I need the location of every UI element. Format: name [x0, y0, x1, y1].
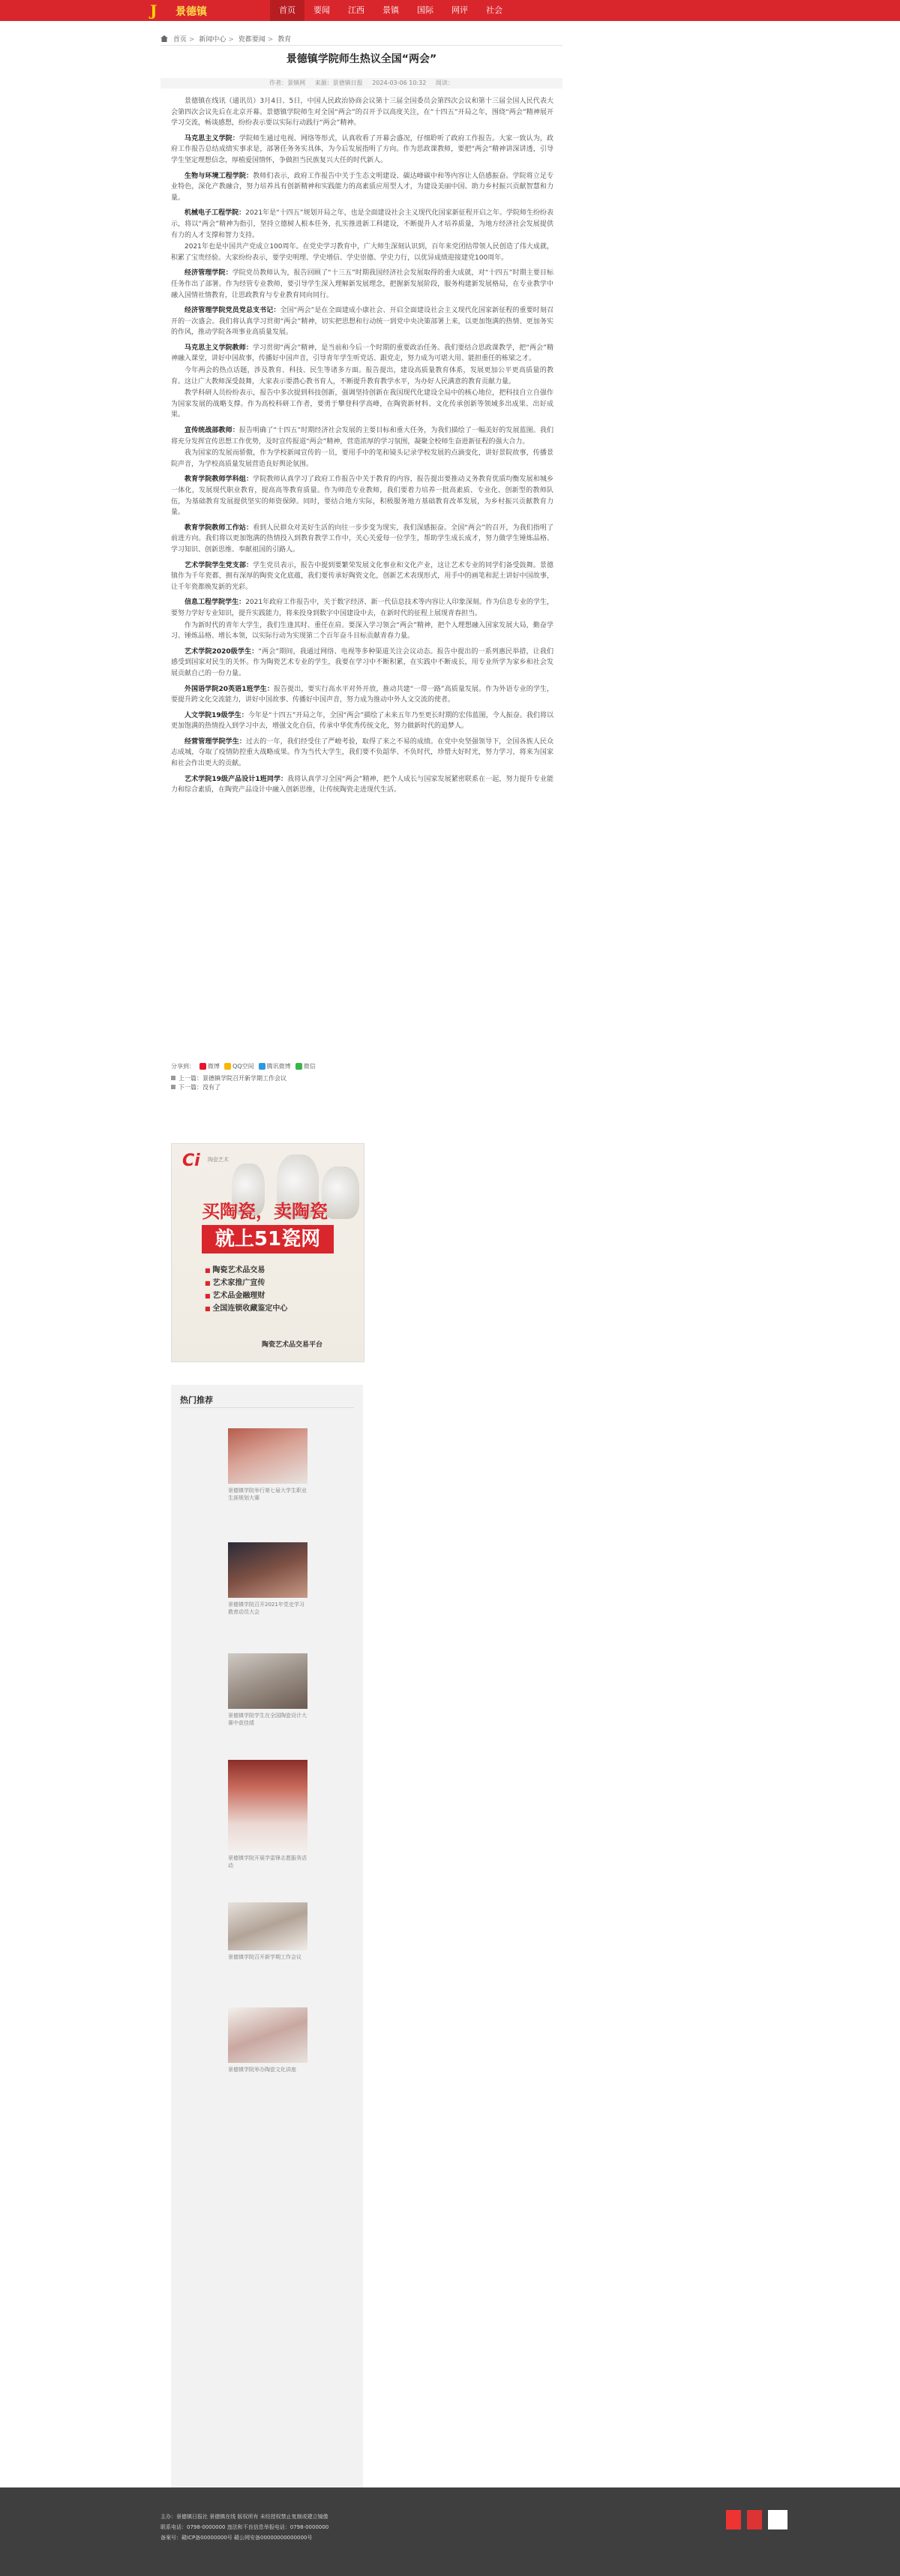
footer-text [160, 2511, 328, 2543]
paragraph-text: 我为国家的发展而骄傲，作为学校新闻宣传的一员，要用手中的笔和镜头记录学校发展的点滴变化，讲好景院故事，传播景院声音，为学校高质量发展营造良好舆论氛围。 [171, 449, 554, 468]
breadcrumb [160, 34, 291, 44]
paragraph-text: 2021年政府工作报告中，关于数字经济、新一代信息技术等内容让人印象深刻。作为信息专业的学生，要努力学好专业知识，提升实践能力，将来投身到数字中国建设中去，在新时代的征程上展现青春担当。 [171, 599, 554, 617]
tencent-weibo-icon[interactable] [259, 1063, 266, 1070]
ad-feature: ■ 艺术家推广宣传 [205, 1277, 287, 1290]
paragraph-text: 2021年也是中国共产党成立100周年。在党史学习教育中，广大师生深刻认识到，百年来党团结带领人民创造了伟大成就，积累了宝贵经验。大家纷纷表示，要学史明理、学史增信、学史崇德、学史力行，以优异成绩迎接建党100周年。 [171, 243, 554, 262]
bullet-icon [171, 1076, 176, 1080]
article-paragraph [171, 474, 554, 518]
hot-caption[interactable]: 景德镇学院举办陶瓷文化讲座 [228, 2067, 296, 2073]
paragraph-text: 过去的一年，我们经受住了严峻考验，取得了来之不易的成绩。在党中央坚强领导下，全国各族人民众志成城，夺取了疫情防控重大战略成果。作为当代大学生，我们要不负韶华、不负时代，珍惜大好时光，努力学习，将来为国家和社会作出更大的贡献。 [171, 737, 554, 768]
paragraph-lead: 经济管理学院： [184, 269, 232, 278]
paragraph-text: 全国“两会”是在全面建成小康社会、开启全面建设社会主义现代化国家新征程的重要时刻召开的一次盛会。我们将认真学习贯彻“两会”精神，切实把思想和行动统一到党中央决策部署上来，以更加饱满的热情、更加务实的作风，推动学院各项事业高质量发展。 [171, 307, 554, 337]
article-paragraph [171, 684, 554, 706]
nav-item[interactable]: 景镇 [382, 5, 399, 15]
hot-thumbnail[interactable] [228, 1428, 308, 1484]
paragraph-text: 今年两会的热点话题，涉及教育、科技、民生等诸多方面。报告提出，建设高质量教育体系，发展更加公平更高质量的教育。这让广大教师深受鼓舞，大家表示要潜心教书育人，不断提升教育教学水平，为办好人民满意的教育贡献力量。 [171, 367, 554, 386]
breadcrumb-item[interactable]: 首页 [172, 36, 187, 44]
hot-title: 热门推荐 [180, 1395, 213, 1405]
hot-thumbnail[interactable] [228, 1760, 308, 1851]
article-paragraph [171, 523, 554, 556]
article-meta [160, 78, 562, 89]
ad-feature: ■ 艺术品金融理财 [205, 1290, 287, 1302]
footer-line: 主办：景德镇日报社 景德镇在线 版权所有 未经授权禁止复制或建立镜像 [160, 2514, 328, 2520]
breadcrumb-item[interactable]: 新闻中心 [199, 36, 226, 44]
nav-item[interactable]: 网评 [452, 5, 468, 15]
main-nav [270, 0, 512, 21]
hot-caption[interactable]: 景德镇学院学生在全国陶瓷设计大赛中获佳绩 [228, 1713, 307, 1726]
bullet-icon [171, 1085, 176, 1089]
qzone-icon[interactable] [224, 1063, 231, 1070]
hot-item[interactable] [228, 1542, 308, 1616]
article-paragraph [171, 268, 554, 301]
paragraph-lead: 艺术学院19级产品设计1班同学： [184, 775, 288, 783]
article-paragraph [171, 365, 554, 387]
paragraph-lead: 信息工程学院学生： [184, 599, 246, 607]
hot-item[interactable] [228, 1428, 308, 1502]
nav-item[interactable]: 江西 [348, 5, 364, 15]
ad-feature-list [205, 1264, 287, 1315]
next-title[interactable]: 没有了 [202, 1084, 220, 1091]
ad-brand-sub: 陶瓷艺术 [208, 1157, 229, 1163]
ad-feature: ■ 陶瓷艺术品交易 [205, 1264, 287, 1277]
prev-article[interactable] [171, 1074, 286, 1083]
badge-icon[interactable] [768, 2510, 788, 2529]
article-paragraph [171, 425, 554, 447]
hot-caption[interactable]: 景德镇学院召开新学期工作会议 [228, 1954, 302, 1960]
paragraph-lead: 教育学院教师工作站： [184, 524, 254, 532]
article-paragraph [171, 560, 554, 593]
ad-feature: ■ 全国连锁收藏鉴定中心 [205, 1302, 287, 1315]
paragraph-lead: 艺术学院学生党支部： [184, 561, 254, 569]
paragraph-lead: 教育学院教师学科组： [184, 476, 254, 484]
article-paragraph [171, 647, 554, 680]
logo-mark: J [150, 2, 157, 20]
paragraph-text: 报告明确了“十四五”时期经济社会发展的主要目标和重大任务，为我们描绘了一幅美好的发展蓝图。我们将充分发挥宣传思想工作优势，及时宣传报道“两会”精神，营造浓厚的学习氛围，凝聚全校师生奋进新征程的强大合力。 [171, 427, 554, 446]
hot-thumbnail[interactable] [228, 1902, 308, 1950]
paragraph-text: 2021年是“十四五”规划开局之年，也是全面建设社会主义现代化国家新征程开启之年。学院师生纷纷表示，将以“两会”精神为指引，坚持立德树人根本任务，扎实推进新工科建设，不断提升人才培养质量，为地方经济社会发展提供有力的人才支撑和智力支持。 [171, 209, 554, 239]
article-paragraph [171, 620, 554, 642]
hot-item[interactable] [228, 1760, 308, 1869]
hot-item[interactable] [228, 1653, 308, 1727]
share-bar [171, 1062, 316, 1070]
badge-icon[interactable] [747, 2510, 762, 2529]
article-paragraph [171, 710, 554, 732]
meta-source: 来源：景德镇日报 [314, 80, 363, 86]
hot-thumbnail[interactable] [228, 1542, 308, 1598]
article-paragraph [171, 737, 554, 770]
wechat-icon[interactable] [296, 1063, 302, 1070]
article-paragraph [171, 208, 554, 241]
next-article[interactable] [171, 1083, 286, 1092]
paragraph-text: 教学科研人员纷纷表示，报告中多次提到科技创新，强调坚持创新在我国现代化建设全局中的核心地位，把科技自立自强作为国家发展的战略支撑。作为高校科研工作者，要勇于攀登科学高峰，在陶瓷新材料、文化传承创新等领域多出成果、出好成果。 [171, 389, 554, 419]
paragraph-lead: 人文学院19级学生： [184, 711, 248, 719]
share-target[interactable]: 微博 [208, 1063, 220, 1070]
top-navigation-bar [0, 0, 900, 21]
paragraph-lead: 经济管理学院党员党总支书记： [184, 307, 280, 315]
article-paragraph [171, 597, 554, 619]
hot-caption[interactable]: 景德镇学院开展学雷锋志愿服务活动 [228, 1855, 307, 1869]
next-label: 下一篇： [178, 1084, 202, 1091]
paragraph-lead: 艺术学院2020级学生： [184, 647, 259, 656]
breadcrumb-separator: > [228, 36, 234, 44]
hot-item[interactable] [228, 1902, 308, 1961]
paragraph-text: “两会”期间，我通过网络、电视等多种渠道关注会议动态。报告中提出的一系列惠民举措，让我们感受到国家对民生的关怀。作为陶瓷艺术专业的学生，我要在学习中不断积累，在实践中不断成长，用专业所学为家乡和社会发展贡献自己的一份力量。 [171, 647, 554, 677]
footer-line: 联系电话：0798-0000000 违法和不良信息举报电话：0798-0000000 [160, 2524, 329, 2530]
breadcrumb-item[interactable]: 瓷都要闻 [238, 36, 266, 44]
breadcrumb-divider [160, 45, 562, 46]
paragraph-text: 学院师生通过电视、网络等形式，认真收看了开幕会盛况，仔细聆听了政府工作报告。大家一致认为，政府工作报告总结成绩实事求是，部署任务务实具体，为今后发展指明了方向。作为思政课教师，要把“两会”精神讲深讲透，引导学生坚定理想信念，厚植爱国情怀，争做担当民族复兴大任的时代新人。 [171, 134, 554, 164]
article-paragraph [171, 134, 554, 167]
paragraph-text: 我将认真学习全国“两会”精神，把个人成长与国家发展紧密联系在一起，努力提升专业能力和综合素质，在陶瓷产品设计中融入创新思维，让传统陶瓷走进现代生活。 [171, 775, 554, 794]
article-paragraph [171, 242, 554, 263]
paragraph-lead: 马克思主义学院： [184, 134, 239, 143]
paragraph-text: 学生党员表示，报告中提到要繁荣发展文化事业和文化产业，这让艺术专业的同学们备受鼓舞。景德镇作为千年瓷都，拥有深厚的陶瓷文化底蕴，我们要传承好陶瓷文化，创新艺术表现形式，用手中的画笔和泥土讲好中国故事，让千年瓷都焕发新的光彩。 [171, 561, 554, 591]
paragraph-text: 教师们表示，政府工作报告中关于生态文明建设、碳达峰碳中和等内容让人倍感振奋。学院将立足专业特色，深化产教融合，努力培养具有创新精神和实践能力的高素质应用型人才，为建设美丽中国、助力乡村振兴贡献智慧和力量。 [171, 172, 554, 202]
share-label: 分享到： [171, 1063, 195, 1070]
article-paragraph [171, 388, 554, 421]
paragraph-lead: 宣传统战部教师： [184, 427, 239, 435]
breadcrumb-separator: > [267, 36, 274, 44]
meta-date: 2024-03-06 10:32 [372, 80, 427, 86]
ad-slogan-highlight: 就上51瓷网 [202, 1225, 334, 1253]
footer-line: 备案号：赣ICP备00000000号 赣公网安备00000000000000号 [160, 2535, 313, 2541]
nav-item[interactable]: 社会 [486, 5, 502, 15]
ad-platform: 陶瓷艺术品交易平台 [262, 1341, 323, 1349]
paragraph-lead: 机械电子工程学院： [184, 209, 246, 218]
weibo-icon[interactable] [200, 1063, 206, 1070]
footer-badges [720, 2510, 788, 2529]
paragraph-lead: 外国语学院20英语1班学生： [184, 685, 274, 693]
paragraph-lead: 生物与环境工程学院： [184, 172, 254, 180]
nav-item[interactable]: 要闻 [314, 5, 330, 15]
paragraph-text: 学习贯彻“两会”精神，是当前和今后一个时期的重要政治任务。我们要结合思政课教学，把“两会”精神融入课堂，讲好中国故事，传播好中国声音，引导青年学生听党话、跟党走，努力成为可堪大用、能担重任的栋梁之才。 [171, 344, 554, 363]
share-target[interactable]: QQ空间 [232, 1063, 254, 1070]
badge-icon[interactable] [726, 2510, 741, 2529]
article-body [171, 96, 554, 797]
meta-views: 阅读： [435, 80, 454, 86]
breadcrumb-item[interactable]: 教育 [278, 36, 292, 44]
paragraph-text: 学院党员教师认为，报告回顾了“十三五”时期我国经济社会发展取得的重大成就，对“十四五”时期主要目标任务作出了部署。作为经管专业教师，要引导学生深入理解新发展理念，把握新发展阶段，服务构建新发展格局，在专业教学中融入国情社情教育，让思政教育与专业教育同向同行。 [171, 269, 554, 299]
site-footer [0, 2487, 900, 2576]
paragraph-text: 学院教师认真学习了政府工作报告中关于教育的内容，报告提出要推动义务教育优质均衡发展和城乡一体化，发展现代职业教育，提高高等教育质量。作为师范专业教师，我们要着力培养一批高素质、专业化、创新型的教师队伍，为基础教育发展提供坚实的师资保障。同时，要结合地方实际，积极服务地方基础教育改革发展，为乡村振兴贡献教育力量。 [171, 476, 554, 517]
paragraph-text: 今年是“十四五”开局之年，全国“两会”描绘了未来五年乃至更长时期的宏伟蓝图，令人振奋。我们将以更加饱满的热情投入到学习中去，增强文化自信，传承中华优秀传统文化，努力做新时代的追梦人。 [171, 711, 554, 731]
paragraph-text: 报告提出，要实行高水平对外开放，推动共建“一带一路”高质量发展。作为外语专业的学生，要提升跨文化交流能力，讲好中国故事、传播好中国声音，努力成为推动中外人文交流的使者。 [171, 685, 554, 704]
share-target[interactable]: 微信 [303, 1063, 316, 1070]
hot-caption[interactable]: 景德镇学院召开2021年党史学习教育动员大会 [228, 1602, 304, 1615]
hot-thumbnail[interactable] [228, 1653, 308, 1709]
paragraph-text: 景德镇在线讯（通讯员）3月4日、5日，中国人民政治协商会议第十三届全国委员会第四次会议和第十三届全国人民代表大会第四次会议先后在北京开幕。景德镇学院师生对全国“两会”的召开予以高度关注，在“十四五”开局之年，围绕“两会”精神展开学习交流，畅谈感想，纷纷表示要以实际行动践行“两会”精神。 [171, 98, 554, 128]
prev-title[interactable]: 景德镇学院召开新学期工作会议 [202, 1075, 286, 1082]
advertisement-banner[interactable] [171, 1143, 364, 1362]
hot-recommendations [171, 1385, 363, 2507]
breadcrumb-separator: > [188, 36, 195, 44]
logo-text: 景德镇 [176, 6, 207, 18]
prev-next-links [171, 1074, 286, 1092]
paragraph-lead: 马克思主义学院教师： [184, 344, 253, 352]
nav-item[interactable]: 首页 [270, 0, 304, 21]
nav-item[interactable]: 国际 [417, 5, 434, 15]
article-title: 景德镇学院师生热议全国“两会” [286, 53, 437, 65]
meta-author: 作者：景镇网 [269, 80, 306, 86]
hot-thumbnail[interactable] [228, 2007, 308, 2063]
paragraph-text: 作为新时代的青年大学生，我们生逢其时、重任在肩。要深入学习领会“两会”精神，把个人理想融入国家发展大局，勤奋学习、锤炼品格、增长本领，以实际行动为实现第二个百年奋斗目标贡献青春力量。 [171, 621, 554, 641]
article-paragraph [171, 448, 554, 470]
article-paragraph [171, 343, 554, 365]
ad-slogan: 买陶瓷，卖陶瓷 [202, 1201, 328, 1222]
article-paragraph [171, 305, 554, 338]
share-target[interactable]: 腾讯微博 [266, 1063, 291, 1070]
ad-brand: Ci [182, 1151, 200, 1170]
article-paragraph [171, 774, 554, 796]
article-paragraph [171, 171, 554, 204]
paragraph-text: 看到人民群众对美好生活的向往一步步变为现实，我们深感振奋。全国“两会”的召开，为我们指明了前进方向。我们将以更加饱满的热情投入到教育教学工作中，关心关爱每一位学生，帮助学生成长成才，努力做学生锤炼品格、学习知识、创新思维、奉献祖国的引路人。 [171, 524, 554, 554]
prev-label: 上一篇： [178, 1075, 202, 1082]
article-paragraph [171, 96, 554, 129]
hot-item[interactable] [228, 2007, 308, 2073]
hot-divider [180, 1407, 354, 1408]
paragraph-lead: 经营管理学院学生： [184, 737, 247, 746]
home-icon [160, 35, 168, 42]
hot-caption[interactable]: 景德镇学院举行第七届大学生职业生涯规划大赛 [228, 1488, 307, 1501]
site-logo[interactable] [150, 2, 232, 20]
